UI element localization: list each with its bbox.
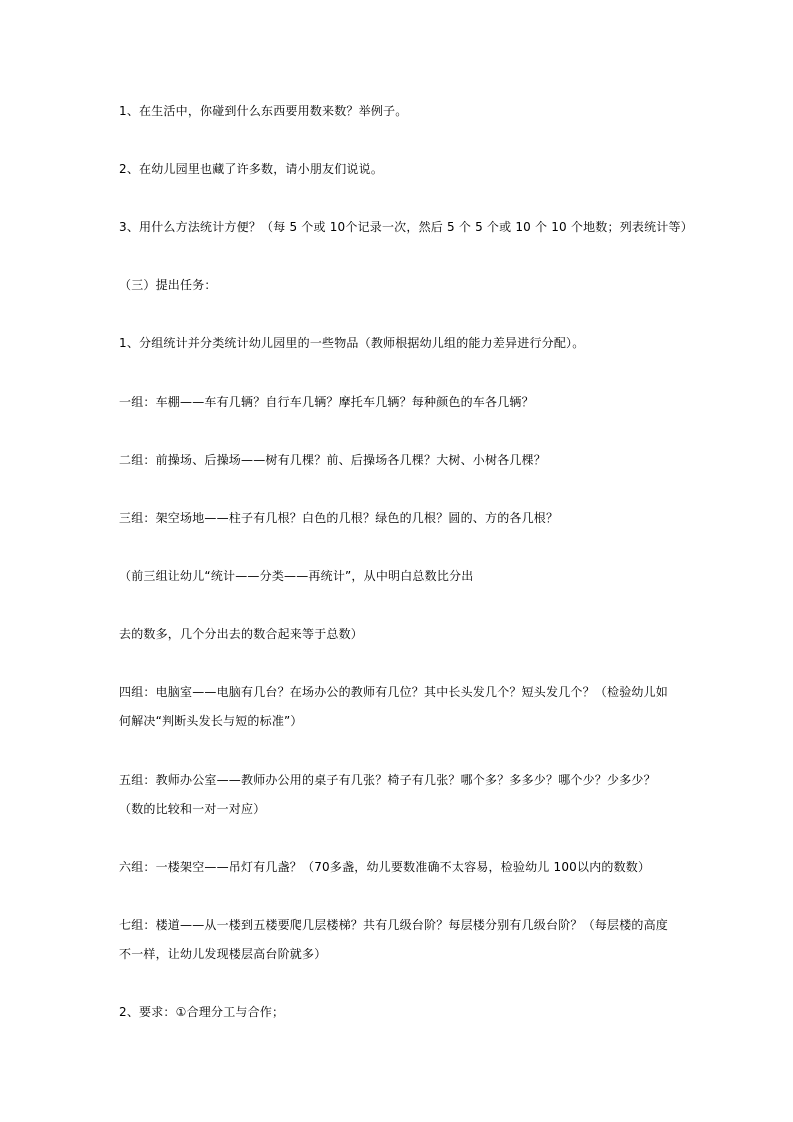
paragraph-task-1: 1、分组统计并分类统计幼儿园里的一些物品（教师根据幼儿组的能力差异进行分配）。 — [119, 336, 585, 350]
section-heading-tasks: （三）提出任务： — [119, 278, 217, 292]
paragraph-question-3: 3、用什么方法统计方便？（每 5 个或 10个记录一次，然后 5 个 5 个或 10 个 10 个地数；列表统计等） — [119, 220, 693, 234]
paragraph-requirements: 2、要求：①合理分工与合作； — [119, 1005, 285, 1019]
paragraph-group-6: 六组：一楼架空——吊灯有几盏？（70多盏，幼儿要数准确不太容易，检验幼儿 100以内的数数） — [119, 860, 651, 874]
paragraph-note-line-2: 去的数多，几个分出去的数合起来等于总数） — [119, 627, 364, 641]
paragraph-group-2: 二组：前操场、后操场——树有几棵？前、后操场各几棵？大树、小树各几棵？ — [119, 453, 547, 467]
paragraph-group-3: 三组：架空场地——柱子有几根？白色的几根？绿色的几根？圆的、方的各几根？ — [119, 511, 559, 525]
paragraph-group-1: 一组：车棚——车有几辆？自行车几辆？摩托车几辆？每种颜色的车各几辆？ — [119, 395, 534, 409]
paragraph-note-line-1: （前三组让幼儿“统计——分类——再统计”，从中明白总数比分出 — [119, 569, 474, 583]
paragraph-question-2: 2、在幼儿园里也藏了许多数，请小朋友们说说。 — [119, 162, 384, 176]
paragraph-group-5: 五组：教师办公室——教师办公用的桌子有几张？椅子有几张？哪个多？多多少？哪个少？少多少？（数的比较和一对一对应） — [119, 773, 656, 816]
paragraph-group-4: 四组：电脑室——电脑有几台？在场办公的教师有几位？其中长头发几个？短头发几个？（检验幼儿如何解决“判断头发长与短的标准”） — [119, 685, 669, 728]
paragraph-question-1: 1、在生活中，你碰到什么东西要用数来数？举例子。 — [119, 104, 408, 118]
paragraph-group-7: 七组：楼道——从一楼到五楼要爬几层楼梯？共有几级台阶？每层楼分别有几级台阶？（每层楼的高度不一样，让幼儿发现楼层高台阶就多） — [119, 918, 669, 961]
